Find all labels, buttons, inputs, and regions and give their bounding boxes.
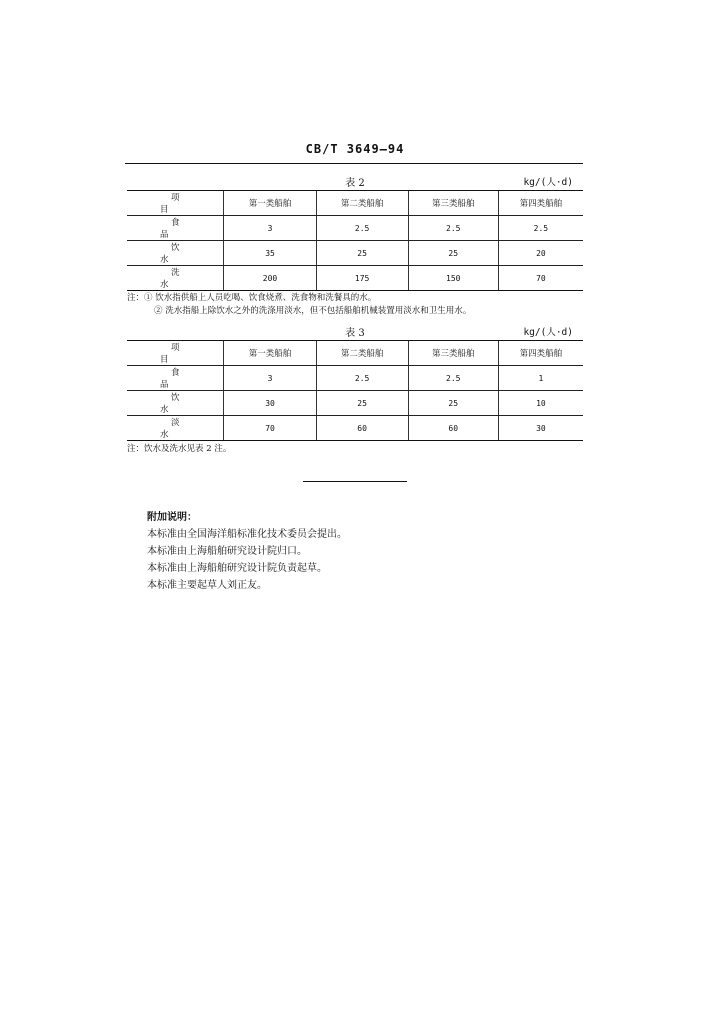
- table-2-caption: 表 2: [345, 178, 365, 189]
- table-3-caption: 表 3: [345, 328, 365, 339]
- table-cell: 25: [316, 391, 408, 416]
- table-cell: 200: [224, 266, 316, 291]
- table-3: [127, 322, 583, 441]
- table-cell: 150: [408, 266, 498, 291]
- table-cell: 20: [498, 241, 583, 266]
- end-rule: [303, 481, 407, 482]
- table-cell: 10: [498, 391, 583, 416]
- column-header-class-2: 第二类船舶: [316, 341, 408, 366]
- table-cell: 30: [224, 391, 316, 416]
- table-3-unit: kg/(人·d): [523, 327, 573, 338]
- table-cell: 25: [408, 391, 498, 416]
- column-header-class-1: 第一类船舶: [224, 191, 316, 216]
- row-label: 食 品: [127, 366, 224, 391]
- table-cell: 60: [408, 416, 498, 441]
- column-header-class-3: 第三类船舶: [408, 191, 498, 216]
- table-cell: 2.5: [408, 216, 498, 241]
- table-header-row: [127, 191, 583, 216]
- table-cell: 25: [408, 241, 498, 266]
- additional-notes-title: 附加说明：: [147, 512, 197, 523]
- table-cell: 175: [316, 266, 408, 291]
- table-cell: 30: [498, 416, 583, 441]
- table-2-grid: [127, 190, 583, 291]
- table-header-row: [127, 341, 583, 366]
- table-3-grid: [127, 340, 583, 441]
- table-cell: 35: [224, 241, 316, 266]
- table-row: [127, 366, 583, 391]
- table-row: [127, 391, 583, 416]
- table-2: [127, 172, 583, 291]
- document-code: CB/T 3649—94: [305, 142, 405, 156]
- row-label: 饮 水: [127, 241, 224, 266]
- table-cell: 2.5: [498, 216, 583, 241]
- table-cell: 2.5: [316, 216, 408, 241]
- column-header-item: 项 目: [127, 191, 224, 216]
- table-2-note-2: ② 洗水指船上除饮水之外的洗涤用淡水，但不包括船舶机械装置用淡水和卫生用水。: [154, 306, 472, 316]
- row-label: 洗 水: [127, 266, 224, 291]
- table-3-note: 注：饮水及洗水见表 2 注。: [127, 444, 232, 454]
- column-header-class-4: 第四类船舶: [498, 341, 583, 366]
- additional-notes-line: 本标准由上海船舶研究设计院负责起草。: [147, 563, 327, 574]
- table-2-caption-row: [127, 172, 583, 190]
- table-cell: 70: [224, 416, 316, 441]
- table-2-note-1: 注：① 饮水指供船上人员吃喝、饮食烧煮、洗食物和洗餐具的水。: [127, 293, 377, 303]
- column-header-class-3: 第三类船舶: [408, 341, 498, 366]
- table-cell: 1: [498, 366, 583, 391]
- additional-notes: [147, 509, 347, 594]
- table-2-unit: kg/(人·d): [523, 177, 573, 188]
- table-cell: 3: [224, 216, 316, 241]
- column-header-class-1: 第一类船舶: [224, 341, 316, 366]
- table-row: [127, 416, 583, 441]
- table-row: [127, 241, 583, 266]
- row-label: 食 品: [127, 216, 224, 241]
- additional-notes-line: 本标准主要起草人刘正友。: [147, 580, 267, 591]
- additional-notes-line: 本标准由全国海洋船标准化技术委员会提出。: [147, 529, 347, 540]
- table-cell: 2.5: [408, 366, 498, 391]
- table-2-notes: [127, 292, 471, 318]
- table-cell: 3: [224, 366, 316, 391]
- table-cell: 25: [316, 241, 408, 266]
- column-header-class-4: 第四类船舶: [498, 191, 583, 216]
- row-label: 饮 水: [127, 391, 224, 416]
- header-rule: [125, 163, 583, 164]
- table-cell: 60: [316, 416, 408, 441]
- table-3-caption-row: [127, 322, 583, 340]
- column-header-item: 项 目: [127, 341, 224, 366]
- table-cell: 2.5: [316, 366, 408, 391]
- additional-notes-line: 本标准由上海船舶研究设计院归口。: [147, 546, 307, 557]
- table-row: [127, 266, 583, 291]
- table-row: [127, 216, 583, 241]
- row-label: 淡 水: [127, 416, 224, 441]
- table-cell: 70: [498, 266, 583, 291]
- column-header-class-2: 第二类船舶: [316, 191, 408, 216]
